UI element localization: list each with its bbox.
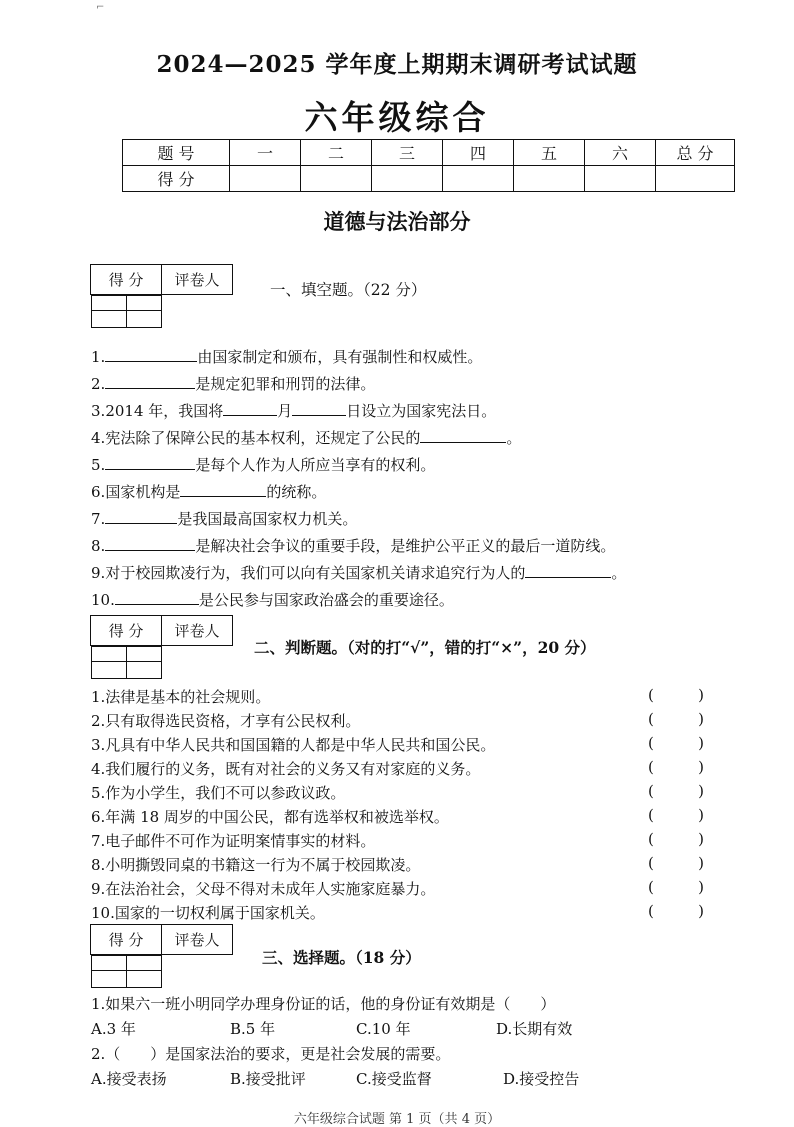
item-text: 对于校园欺凌行为，我们可以向有关国家机关请求追究行为人的 [105,564,526,582]
judge-item-2: 2.只有取得选民资格，才享有公民权利。 [91,712,361,730]
part3-heading: 三、选择题。（18 分） [262,948,421,967]
item-text: 是公民参与国家政治盛会的重要途径。 [198,591,454,609]
fill-item-10 [91,589,454,610]
grader-score-cell [91,647,126,679]
grader-box-part3 [90,924,233,975]
choice-q2-option-c: C.接受监督 [356,1070,432,1088]
answer-parens [648,902,704,920]
grader-name-label: 评卷人 [162,616,233,646]
grader-score-label: 得 分 [91,265,162,295]
answer-blank [105,454,195,470]
item-number: 1. [91,348,106,366]
paren-close: ) [698,806,704,824]
item-text: 是我国最高国家权力机关。 [177,510,358,528]
judge-item-4: 4.我们履行的义务，既有对社会的义务又有对家庭的义务。 [91,760,481,778]
exam-subtitle: 六年级综合 [304,98,490,137]
score-cell [230,166,301,192]
item-number: 8. [91,537,106,555]
choice-q2-stem: 2.（ ）是国家法治的要求，更是社会发展的需要。 [91,1045,451,1063]
item-number: 5. [91,456,106,474]
score-cell [443,166,514,192]
paren-open: ( [648,782,654,800]
score-table-score-row [123,166,735,192]
paren-close: ) [698,710,704,728]
item-text: 宪法除了保障公民的基本权利，还规定了公民的 [105,429,421,447]
choice-q1-stem: 1.如果六一班小明同学办理身份证的话，他的身份证有效期是（ ） [91,995,556,1013]
item-number: 6. [91,483,106,501]
paren-close: ) [698,758,704,776]
col-6: 六 [585,140,656,166]
grader-name-cell [126,647,161,679]
score-cell [656,166,735,192]
grader-box-part1 [90,264,233,315]
item-text: 日设立为国家宪法日。 [346,402,497,420]
scan-mark: ⌐ [96,2,105,13]
choice-q2-option-b: B.接受批评 [230,1070,306,1088]
fill-item-4 [91,427,521,448]
paren-open: ( [648,902,654,920]
answer-parens [648,878,704,896]
row-label-score: 得 分 [123,166,230,192]
choice-q1-option-b: B.5 年 [230,1020,276,1038]
answer-blank [420,427,506,443]
score-cell [301,166,372,192]
item-number: 7. [91,510,106,528]
fill-item-8 [91,535,615,556]
grader-score-cell [91,956,126,988]
answer-blank [525,562,611,578]
answer-blank [105,373,195,389]
judge-item-6: 6.年满 18 周岁的中国公民，都有选举权和被选举权。 [91,808,449,826]
answer-parens [648,830,704,848]
item-text: 是规定犯罪和刑罚的法律。 [195,375,376,393]
grader-name-label: 评卷人 [162,265,233,295]
score-cell [585,166,656,192]
col-2: 二 [301,140,372,166]
item-number: 4. [91,429,106,447]
judge-item-3: 3.凡具有中华人民共和国国籍的人都是中华人民共和国公民。 [91,736,496,754]
answer-parens [648,686,704,704]
fill-item-6 [91,481,326,502]
judge-item-7: 7.电子邮件不可作为证明案情事实的材料。 [91,832,376,850]
grader-name-cell [126,296,161,328]
item-number: 10. [91,591,115,609]
grader-name-label: 评卷人 [162,925,233,955]
paren-close: ) [698,902,704,920]
choice-q1-option-a: A.3 年 [91,1020,136,1038]
fill-item-7 [91,508,357,529]
col-5: 五 [514,140,585,166]
exam-title: 2024—2025 学年度上期期末调研考试试题 [156,51,638,78]
fill-item-2 [91,373,375,394]
judge-item-10: 10.国家的一切权利属于国家机关。 [91,904,325,922]
paren-close: ) [698,830,704,848]
paren-open: ( [648,686,654,704]
grader-name-cell [126,956,161,988]
score-cell [514,166,585,192]
answer-blank [180,481,266,497]
item-text: 是解决社会争议的重要手段，是维护公平正义的最后一道防线。 [195,537,616,555]
judge-item-5: 5.作为小学生，我们不可以参政议政。 [91,784,346,802]
col-total: 总 分 [656,140,735,166]
grader-box-part2 [90,615,233,666]
paren-close: ) [698,734,704,752]
judge-item-1: 1.法律是基本的社会规则。 [91,688,271,706]
answer-parens [648,782,704,800]
choice-q2-option-a: A.接受表扬 [91,1070,167,1088]
paren-open: ( [648,878,654,896]
fill-item-1 [91,346,482,367]
choice-q1-option-c: C.10 年 [356,1020,411,1038]
choice-q2-option-d: D.接受控告 [503,1070,580,1088]
fill-item-5 [91,454,435,475]
paren-close: ) [698,782,704,800]
fill-item-3 [91,400,496,421]
grader-score-label: 得 分 [91,616,162,646]
item-number: 3. [91,402,106,420]
paren-open: ( [648,854,654,872]
section-title: 道德与法治部分 [323,209,471,234]
item-text: 。 [611,564,627,582]
col-1: 一 [230,140,301,166]
choice-q1-option-d: D.长期有效 [496,1020,573,1038]
grader-score-label: 得 分 [91,925,162,955]
answer-parens [648,734,704,752]
paren-open: ( [648,758,654,776]
item-number: 9. [91,564,106,582]
answer-blank [105,535,195,551]
paren-open: ( [648,830,654,848]
item-text: 的统称。 [266,483,327,501]
answer-blank [292,400,346,416]
fill-item-9 [91,562,626,583]
item-text: 2014 年，我国将 [105,402,224,420]
paren-open: ( [648,806,654,824]
row-label-question-no: 题 号 [123,140,230,166]
score-cell [372,166,443,192]
page-footer: 六年级综合试题 第 1 页（共 4 页） [293,1112,501,1127]
paren-close: ) [698,686,704,704]
answer-blank [223,400,277,416]
paren-open: ( [648,734,654,752]
paren-close: ) [698,854,704,872]
paren-open: ( [648,710,654,728]
answer-parens [648,806,704,824]
answer-blank [115,589,199,605]
col-3: 三 [372,140,443,166]
part1-heading: 一、填空题。（22 分） [270,281,427,299]
item-text: 月 [277,402,293,420]
answer-blank [105,508,177,524]
item-text: 。 [506,429,522,447]
part2-heading: 二、判断题。（对的打“√”，错的打“×”，20 分） [254,638,596,657]
item-number: 2. [91,375,106,393]
item-text: 是每个人作为人所应当享有的权利。 [195,456,436,474]
answer-parens [648,710,704,728]
answer-blank [105,346,197,362]
judge-item-8: 8.小明撕毁同桌的书籍这一行为不属于校园欺凌。 [91,856,421,874]
answer-parens [648,758,704,776]
judge-item-9: 9.在法治社会，父母不得对未成年人实施家庭暴力。 [91,880,436,898]
col-4: 四 [443,140,514,166]
score-table-header-row [123,140,735,166]
item-text: 国家机构是 [105,483,181,501]
item-text: 由国家制定和颁布，具有强制性和权威性。 [197,348,483,366]
score-table [122,139,735,192]
grader-score-cell [91,296,126,328]
paren-close: ) [698,878,704,896]
answer-parens [648,854,704,872]
